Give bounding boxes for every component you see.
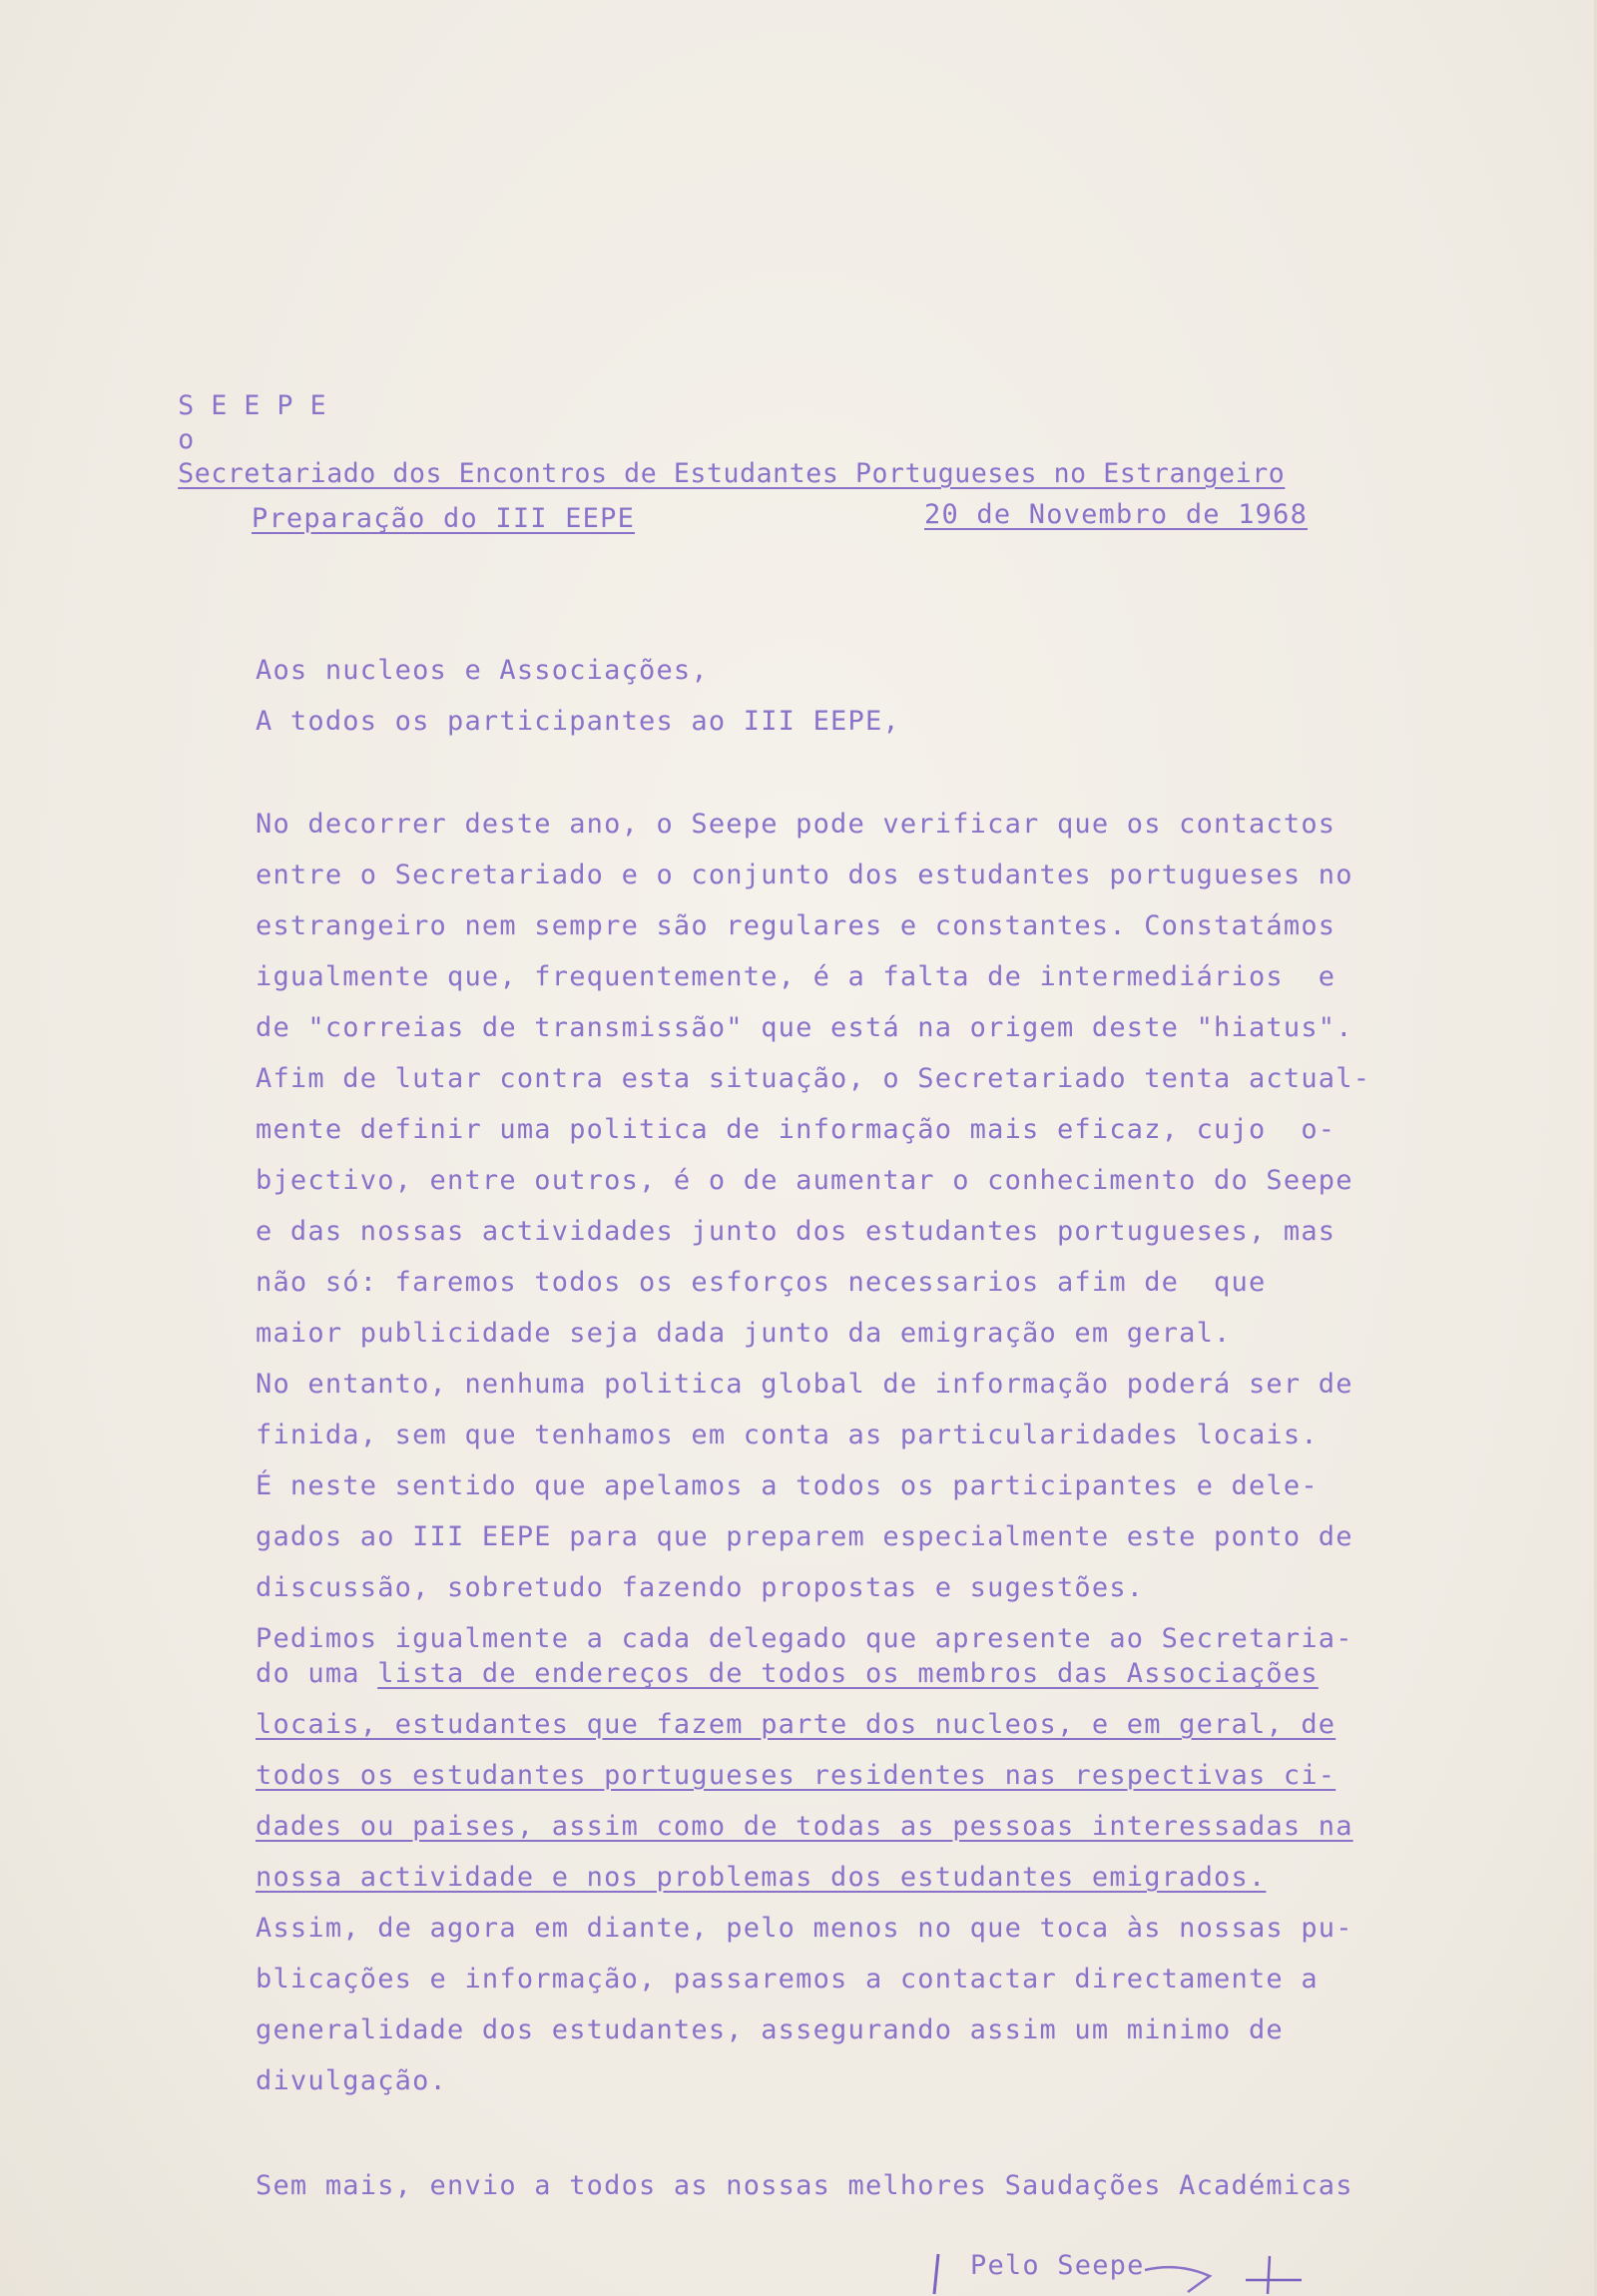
signature-block (930, 2250, 1310, 2296)
closing-line: blicações e informação, passaremos a contactar directamente a (256, 1964, 1319, 1995)
subject-line: Preparação do III EEPE (252, 503, 636, 534)
body-line: igualmente que, frequentemente, é a falta de intermediários e (256, 961, 1336, 992)
closing-line: Assim, de agora em diante, pelo menos no que toca às nossas pu- (256, 1913, 1353, 1944)
address-list-request: dades ou paises, assim como de todas as pessoas interessadas na (256, 1811, 1353, 1842)
salutation-line: Aos nucleos e Associações, (256, 655, 709, 686)
body-line: mente definir uma politica de informação mais eficaz, cujo o- (256, 1114, 1336, 1145)
body-line: bjectivo, entre outros, é o de aumentar o conhecimento do Seepe (256, 1165, 1353, 1196)
address-list-request: todos os estudantes portugueses residentes nas respectivas ci- (256, 1760, 1336, 1791)
address-list-request: locais, estudantes que fazem parte dos nucleos, e em geral, de (256, 1709, 1336, 1740)
body-line: estrangeiro nem sempre são regulares e constantes. Constatámos (256, 910, 1336, 941)
body-line: Pedimos igualmente a cada delegado que apresente ao Secretaria- (256, 1623, 1353, 1654)
body-line: finida, sem que tenhamos em conta as particularidades locais. (256, 1420, 1319, 1450)
body-line: e das nossas actividades junto dos estudantes portugueses, mas (256, 1216, 1336, 1247)
letter-date: 20 de Novembro de 1968 (924, 499, 1309, 530)
farewell-line: Sem mais, envio a todos as nossas melhores Saudações Académicas (256, 2170, 1353, 2201)
letterhead-acronym: S E E P E (178, 390, 327, 421)
body-line: não só: faremos todos os esforços necessarios afim de que (256, 1267, 1267, 1298)
body-line: Afim de lutar contra esta situação, o Secretariado tenta actual- (256, 1063, 1371, 1094)
closing-line: generalidade dos estudantes, assegurando assim um minimo de (256, 2014, 1284, 2045)
body-line: gados ao III EEPE para que preparem especialmente este ponto de (256, 1521, 1353, 1552)
address-list-request: nossa actividade e nos problemas dos estudantes emigrados. (256, 1862, 1267, 1893)
body-line: No decorrer deste ano, o Seepe pode verificar que os contactos (256, 809, 1336, 840)
closing-line: divulgação. (256, 2065, 448, 2096)
body-line: maior publicidade seja dada junto da emigração em geral. (256, 1318, 1232, 1349)
body-line: do uma lista de endereços de todos os membros das Associações (256, 1658, 1319, 1689)
signature-text: Pelo Seepe (970, 2250, 1145, 2281)
salutation-line: A todos os participantes ao III EEPE, (256, 706, 900, 737)
body-line: de "correias de transmissão" que está na origem deste "hiatus". (256, 1012, 1353, 1043)
body-line: É neste sentido que apelamos a todos os participantes e dele- (256, 1470, 1319, 1501)
body-line: entre o Secretariado e o conjunto dos estudantes portugueses no (256, 860, 1353, 890)
letterhead-full-name: Secretariado dos Encontros de Estudantes Portugueses no Estrangeiro (178, 458, 1286, 489)
letterhead-separator: o (178, 424, 195, 455)
address-list-request: lista de endereços de todos os membros das Associações (377, 1658, 1319, 1689)
body-line: No entanto, nenhuma politica global de informação poderá ser de (256, 1369, 1353, 1400)
body-line: discussão, sobretudo fazendo propostas e sugestões. (256, 1572, 1145, 1603)
